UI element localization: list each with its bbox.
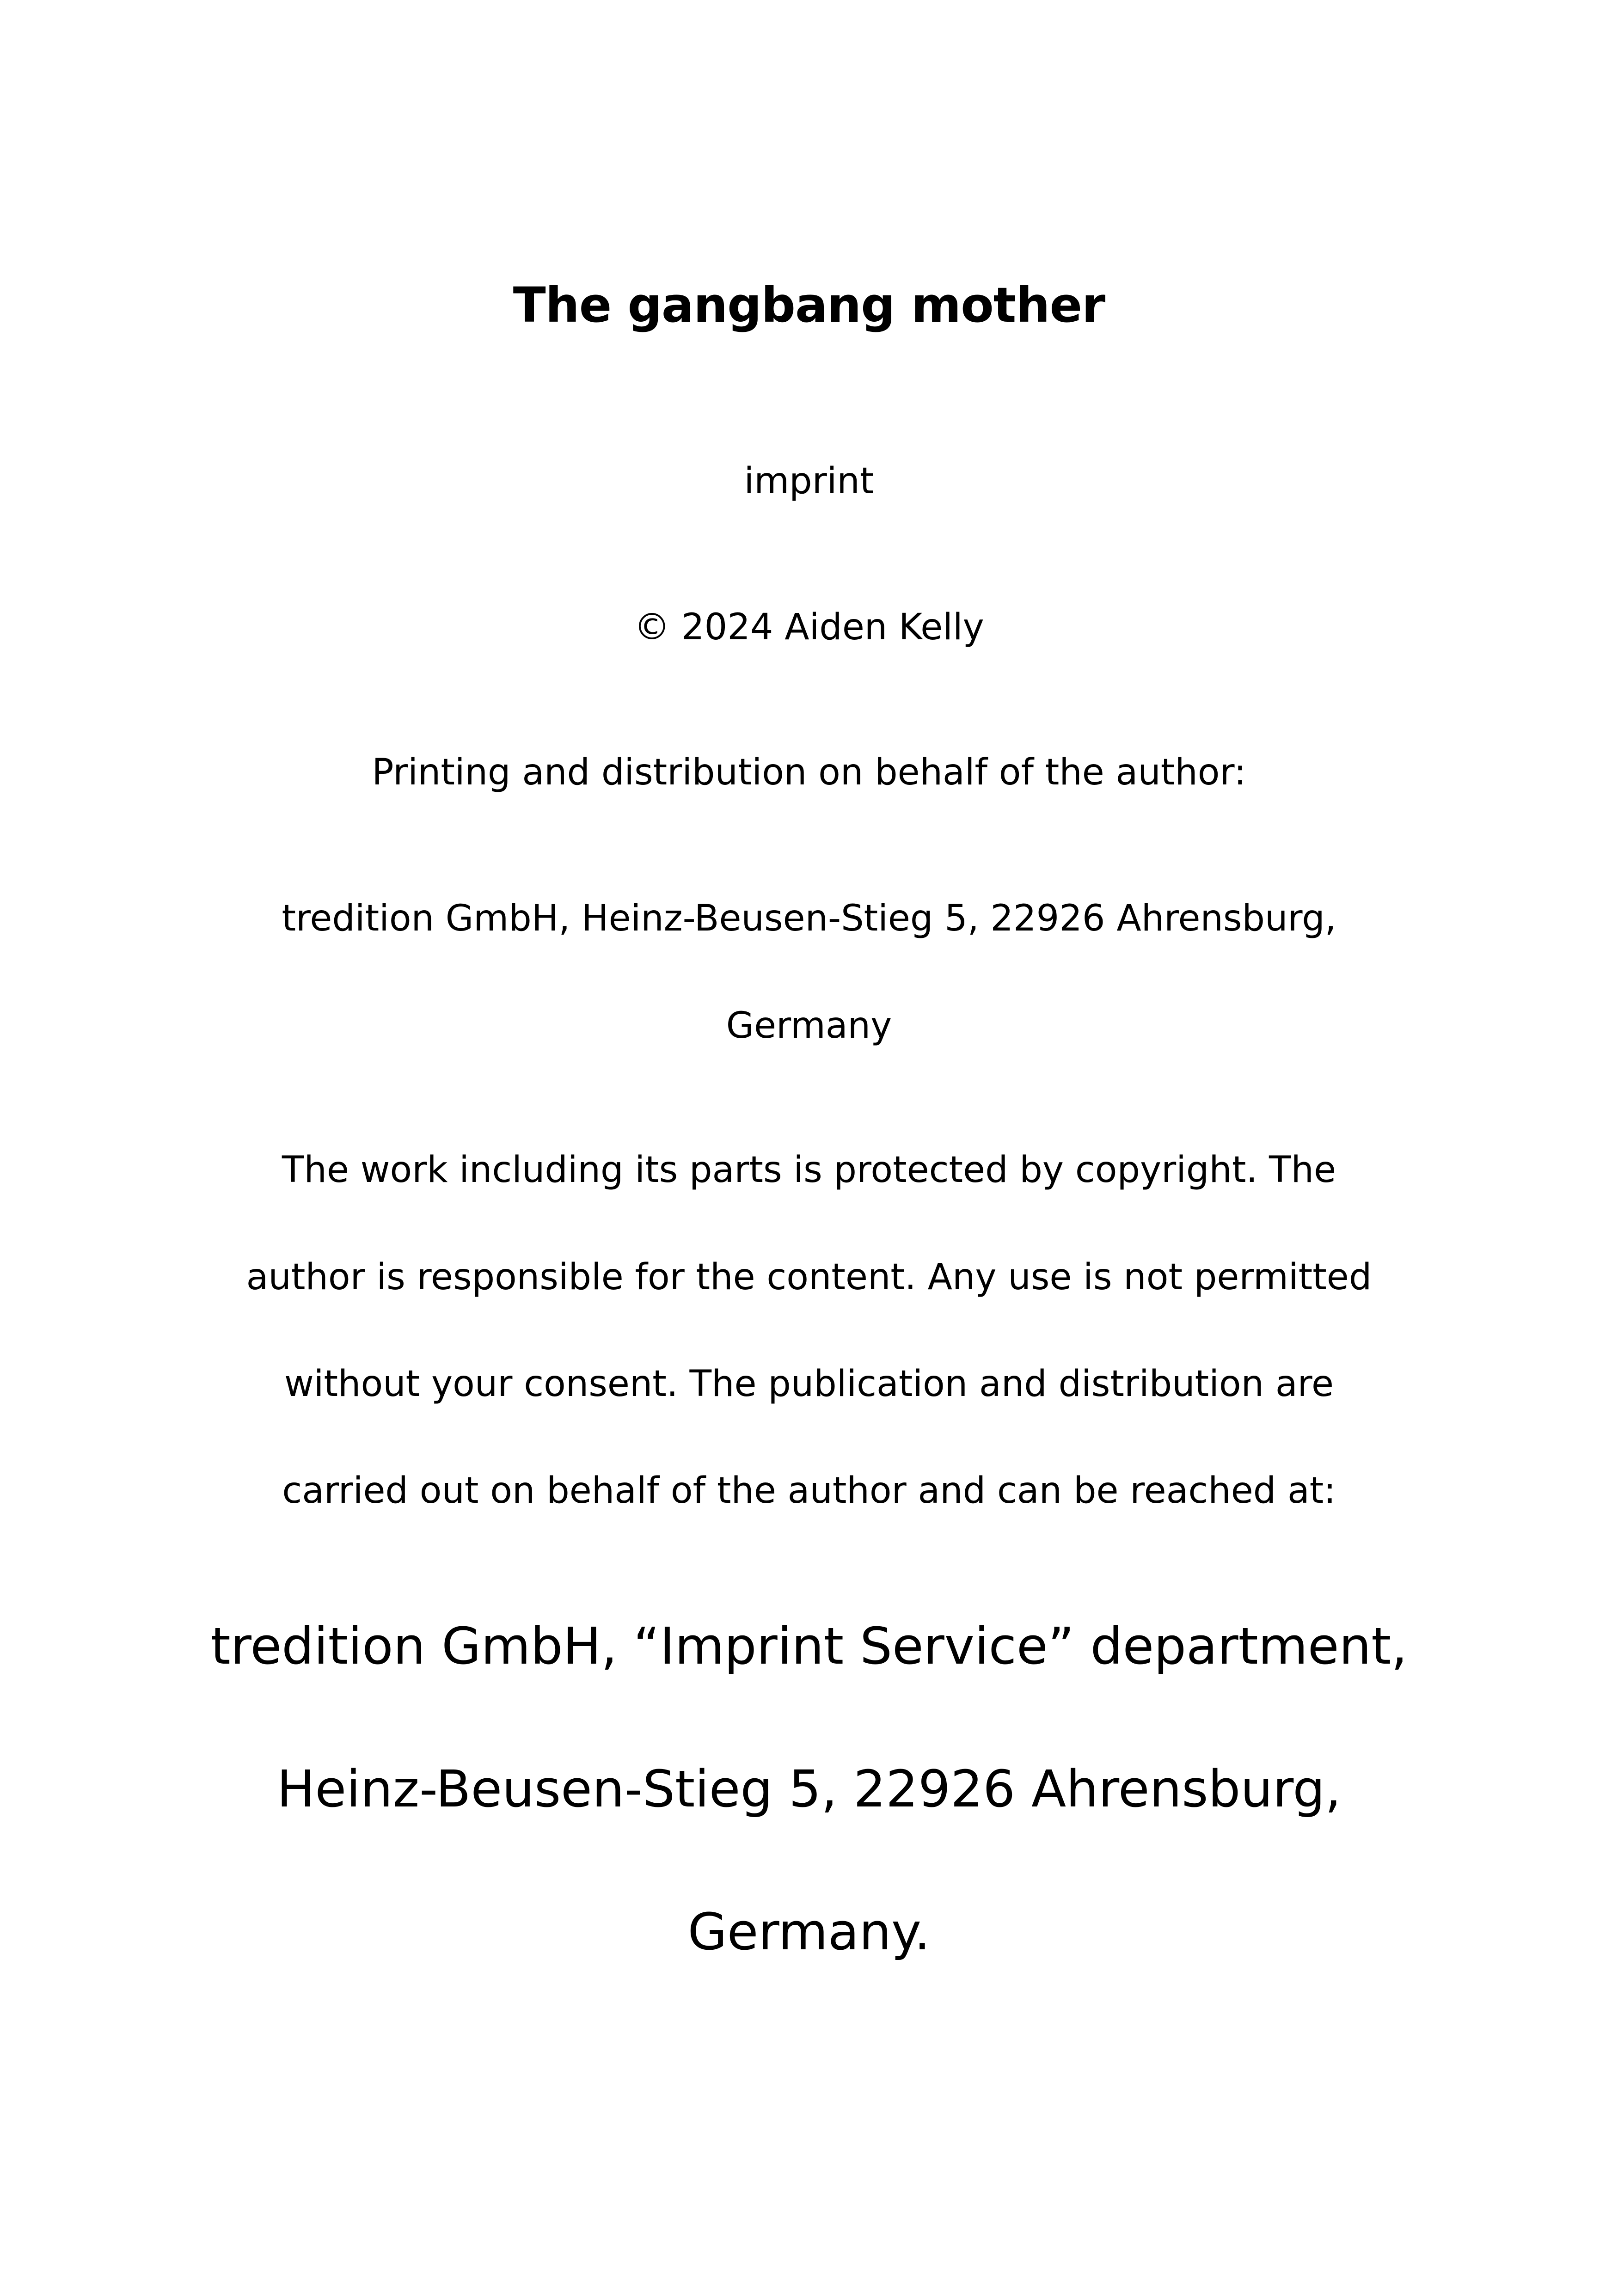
contact-address-line: tredition GmbH, “Imprint Service” department,: [210, 1616, 1408, 1676]
printing-note: Printing and distribution on behalf of the author:: [372, 752, 1246, 793]
book-title: The gangbang mother: [513, 277, 1105, 333]
copyright-notice-line: without your consent. The publication and distribution are: [284, 1363, 1334, 1405]
contact-address-line: Heinz-Beusen-Stieg 5, 22926 Ahrensburg,: [276, 1759, 1342, 1818]
publisher-address-line: tredition GmbH, Heinz-Beusen-Stieg 5, 22926 Ahrensburg,: [282, 898, 1336, 939]
publisher-address-line: Germany: [726, 1005, 892, 1047]
contact-address-line: Germany.: [687, 1902, 931, 1961]
imprint-heading: imprint: [744, 460, 874, 502]
copyright-notice-line: carried out on behalf of the author and can be reached at:: [282, 1470, 1336, 1512]
copyright-line: © 2024 Aiden Kelly: [634, 606, 984, 648]
copyright-notice-line: The work including its parts is protected by copyright. The: [282, 1149, 1336, 1191]
copyright-notice-line: author is responsible for the content. Any use is not permitted: [246, 1256, 1372, 1298]
